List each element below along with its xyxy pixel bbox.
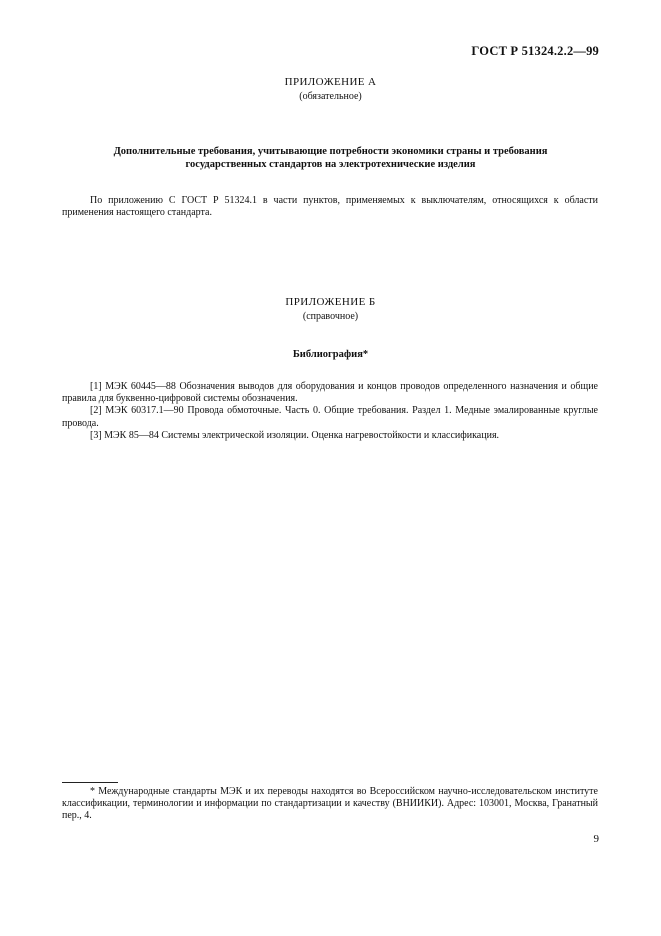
appendix-b-title: ПРИЛОЖЕНИЕ Б — [285, 296, 376, 308]
appendix-a-body — [62, 195, 598, 219]
appendix-a-status: (обязательное) — [299, 91, 362, 102]
bibliography-list — [62, 381, 598, 442]
footnote-divider — [62, 782, 118, 783]
bibliography-item: [1] МЭК 60445—88 Обозначения выводов для оборудования и концов проводов определенного назначения и общие правила для буквенно-цифровой системы обозначения. — [62, 381, 598, 405]
appendix-a-paragraph: По приложению С ГОСТ Р 51324.1 в части пунктов, применяемых к выключателям, относящихся к области применения настоящего стандарта. — [62, 195, 598, 219]
bibliography-heading: Библиография* — [292, 349, 369, 360]
footnote-text: * Международные стандарты МЭК и их переводы находятся во Всероссийском научно-исследовательском институте классификации, терминологии и информации по стандартизации и качеству (ВНИИКИ). Адрес: 103001, Москва, Гранатный пер., 4. — [62, 786, 598, 822]
bibliography-item: [2] МЭК 60317.1—90 Провода обмоточные. Часть 0. Общие требования. Раздел 1. Медные эмалированные круглые провода. — [62, 405, 598, 429]
appendix-b-status: (справочное) — [302, 311, 359, 322]
appendix-a-heading-line2: государственных стандартов на электротехнические изделия — [185, 159, 476, 170]
page-number: 9 — [593, 833, 599, 845]
footnote — [62, 786, 598, 823]
appendix-a-title: ПРИЛОЖЕНИЕ А — [284, 76, 377, 88]
appendix-a-heading-line1: Дополнительные требования, учитывающие потребности экономики страны и требования — [113, 146, 548, 157]
bibliography-item: [3] МЭК 85—84 Системы электрической изоляции. Оценка нагревостойкости и классификация. — [90, 429, 500, 441]
standard-code: ГОСТ Р 51324.2.2—99 — [471, 44, 599, 58]
